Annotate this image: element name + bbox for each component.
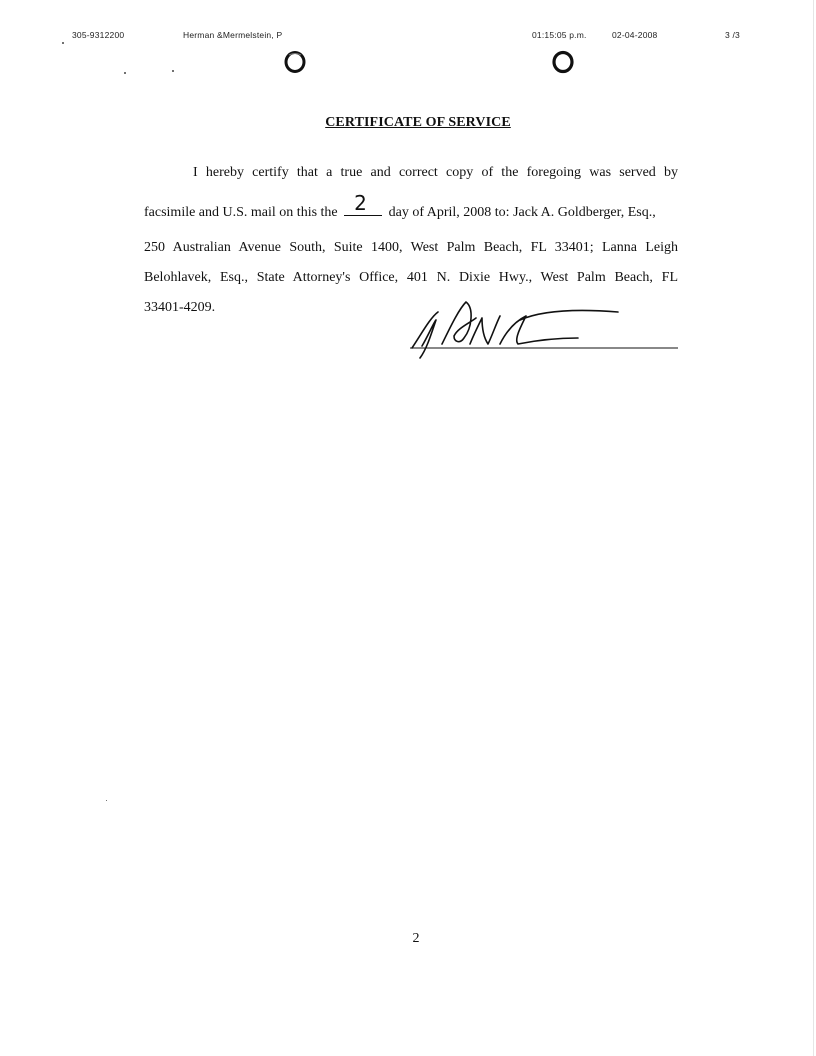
certificate-text-line — [144, 191, 678, 221]
scan-speck — [62, 42, 64, 44]
fax-timestamp: 01:15:05 p.m. — [532, 30, 587, 40]
certificate-text-line: I hereby certify that a true and correct copy of the foregoing was served by — [193, 165, 678, 180]
punch-hole-icon — [550, 50, 578, 74]
fax-page-count: 3 /3 — [725, 30, 740, 40]
certificate-text-fragment: day of April, 2008 to: Jack A. Goldberger, Esq., — [388, 205, 656, 220]
certificate-text-fragment: facsimile and U.S. mail on this the — [144, 205, 338, 220]
handwritten-day: 2 — [354, 191, 367, 215]
scan-speck — [124, 72, 126, 74]
certificate-text-line: 33401-4209. — [144, 300, 216, 315]
fax-date: 02-04-2008 — [612, 30, 658, 40]
fax-sender-name: Herman &Mermelstein, P — [183, 30, 283, 40]
page-number: 2 — [412, 931, 420, 946]
certificate-text-line: 250 Australian Avenue South, Suite 1400, West Palm Beach, FL 33401; Lanna Leigh — [144, 240, 678, 255]
signature-graphic — [408, 298, 680, 364]
certificate-text-line: Belohlavek, Esq., State Attorney's Office, 401 N. Dixie Hwy., West Palm Beach, FL — [144, 270, 678, 285]
handwritten-day-field — [344, 191, 382, 216]
punch-hole-icon — [282, 50, 310, 74]
scan-speck — [172, 70, 174, 72]
scan-edge — [813, 0, 814, 1056]
scan-speck — [106, 800, 107, 801]
fax-phone-number: 305-9312200 — [72, 30, 125, 40]
document-title: CERTIFICATE OF SERVICE — [325, 115, 511, 130]
